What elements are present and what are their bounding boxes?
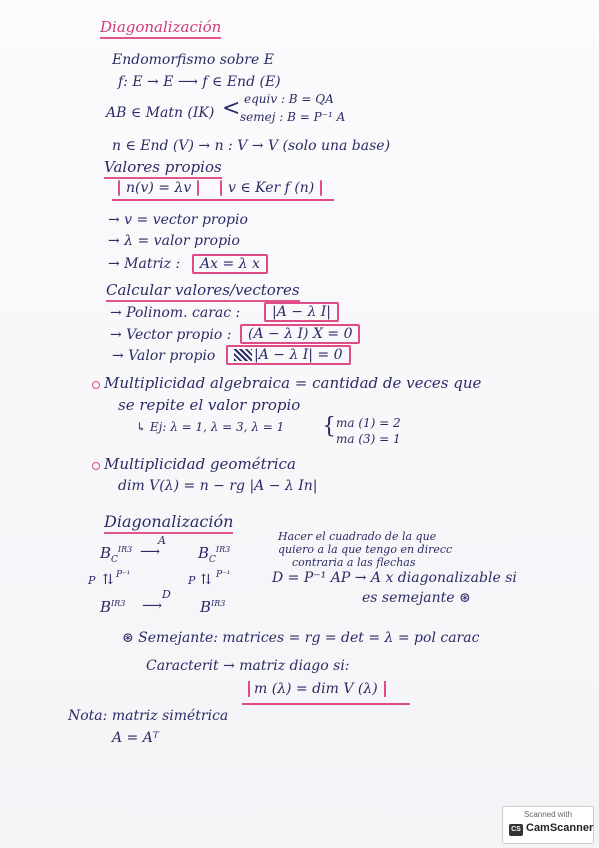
diagram-bc-top-left: $B_C^{IR3}$	[100, 544, 133, 565]
eigenvalue-calc-formula: |A − λ I| = 0	[254, 347, 343, 363]
algebraic-multiplicity-line1: Multiplicidad algebraica = cantidad de veces que	[104, 374, 482, 392]
side-note-line3: contraria a las flechas	[292, 556, 416, 569]
eigenvector-def: → v = vector propio	[108, 212, 248, 228]
diagram-pinv-left: P⁻¹	[116, 570, 131, 580]
diagram-pinv-right: P⁻¹	[216, 570, 231, 580]
eigen-equation-box: n(v) = λv	[118, 180, 199, 196]
camscanner-watermark	[502, 806, 594, 844]
char-poly-box: |A − λ I|	[264, 302, 339, 322]
diagram-b-bottom-right: $B^{IR3}$	[200, 598, 226, 616]
diagram-arrow-top-label: A	[158, 534, 166, 547]
dimension-formula: dim V(λ) = n − rg |A − λ In|	[118, 478, 318, 494]
endomorphism-heading: Endomorfismo sobre E	[112, 52, 274, 68]
diagram-arrow-bottom-label: D	[162, 588, 171, 601]
kernel-box: v ∈ Ker f (n)	[220, 180, 322, 196]
algebraic-multiplicity-line2: se repite el valor propio	[118, 396, 301, 414]
page-title: Diagonalización	[100, 18, 221, 39]
example-line: ↳ Ej: λ = 1, λ = 3, λ = 1	[136, 420, 285, 434]
eigenvalue-calc-box	[226, 345, 351, 365]
diagram-bc-top-right: $B_C^{IR3}$	[198, 544, 231, 565]
side-note-line1: Hacer el cuadrado de la que	[278, 530, 437, 543]
geometric-multiplicity: Multiplicidad geométrica	[104, 455, 296, 473]
eigenvector-calc-box: (A − λ I) X = 0	[240, 324, 360, 344]
diagram-p-left: P	[88, 574, 96, 587]
calculate-heading: Calcular valores/vectores	[106, 281, 300, 302]
note-symmetric-matrix: Nota: matriz simétrica	[68, 708, 229, 724]
diagram-up-down-arrow-right: ⇅	[200, 572, 212, 588]
symmetric-matrix-equation: A = Aᵀ	[112, 730, 159, 746]
diagonalization-condition: es semejante ⊛	[362, 590, 471, 606]
eigenvector-calc-label: → Vector propio :	[110, 327, 232, 343]
bullet-point	[92, 381, 100, 389]
box-underline	[112, 199, 334, 201]
matrix-def-label: → Matriz :	[108, 256, 181, 272]
diagram-arrow-bottom: ⟶	[142, 598, 163, 614]
ma3-value: ma (3) = 1	[336, 432, 401, 446]
eigenvalues-heading: Valores propios	[104, 158, 222, 179]
ab-matrix-line: AB ∈ Matn (IK)	[106, 105, 215, 121]
diagonalization-heading: Diagonalización	[104, 512, 233, 534]
change-of-basis-diagram	[88, 534, 270, 624]
side-note-line2: quiero a la que tengo en direcc	[278, 543, 453, 556]
diagonalizable-condition-box: m (λ) = dim V (λ)	[248, 681, 386, 697]
curly-brace: {	[322, 414, 336, 439]
condition-underline	[242, 703, 410, 705]
scanner-caption: Scanned with	[523, 810, 573, 819]
equiv-line: equiv : B = QA	[244, 92, 334, 106]
diagonalization-formula: D = P⁻¹ AP → A x diagonalizable si	[272, 570, 517, 586]
diagram-p-right: P	[188, 574, 196, 587]
characteristic-line: Caracterit → matriz diago si:	[146, 658, 350, 674]
endomorphism-map: f: E → E ⟶ f ∈ End (E)	[118, 74, 281, 90]
crossed-out-scribble	[234, 349, 252, 361]
diagram-up-down-arrow-left: ⇅	[102, 572, 114, 588]
angle-bracket: <	[222, 96, 241, 121]
scanner-brand: CamScanner	[526, 822, 594, 834]
semej-line: semej : B = P⁻¹ A	[240, 110, 346, 124]
diagram-arrow-top: ⟶	[140, 544, 161, 560]
similar-matrices-line: ⊛ Semejante: matrices = rg = det = λ = pol carac	[122, 630, 480, 646]
eigenvalue-calc-label: → Valor propio	[112, 348, 216, 364]
eigenvalue-def: → λ = valor propio	[108, 233, 240, 249]
char-poly-label: → Polinom. carac :	[110, 305, 241, 321]
diagram-b-bottom-left: $B^{IR3}$	[100, 598, 126, 616]
bullet-point	[92, 462, 100, 470]
matrix-def-box: Ax = λ x	[192, 254, 268, 274]
endomorphism-base-line: n ∈ End (V) → n : V → V (solo una base)	[112, 138, 391, 154]
camscanner-logo-icon: CS	[509, 824, 523, 836]
ma1-value: ma (1) = 2	[336, 416, 401, 430]
